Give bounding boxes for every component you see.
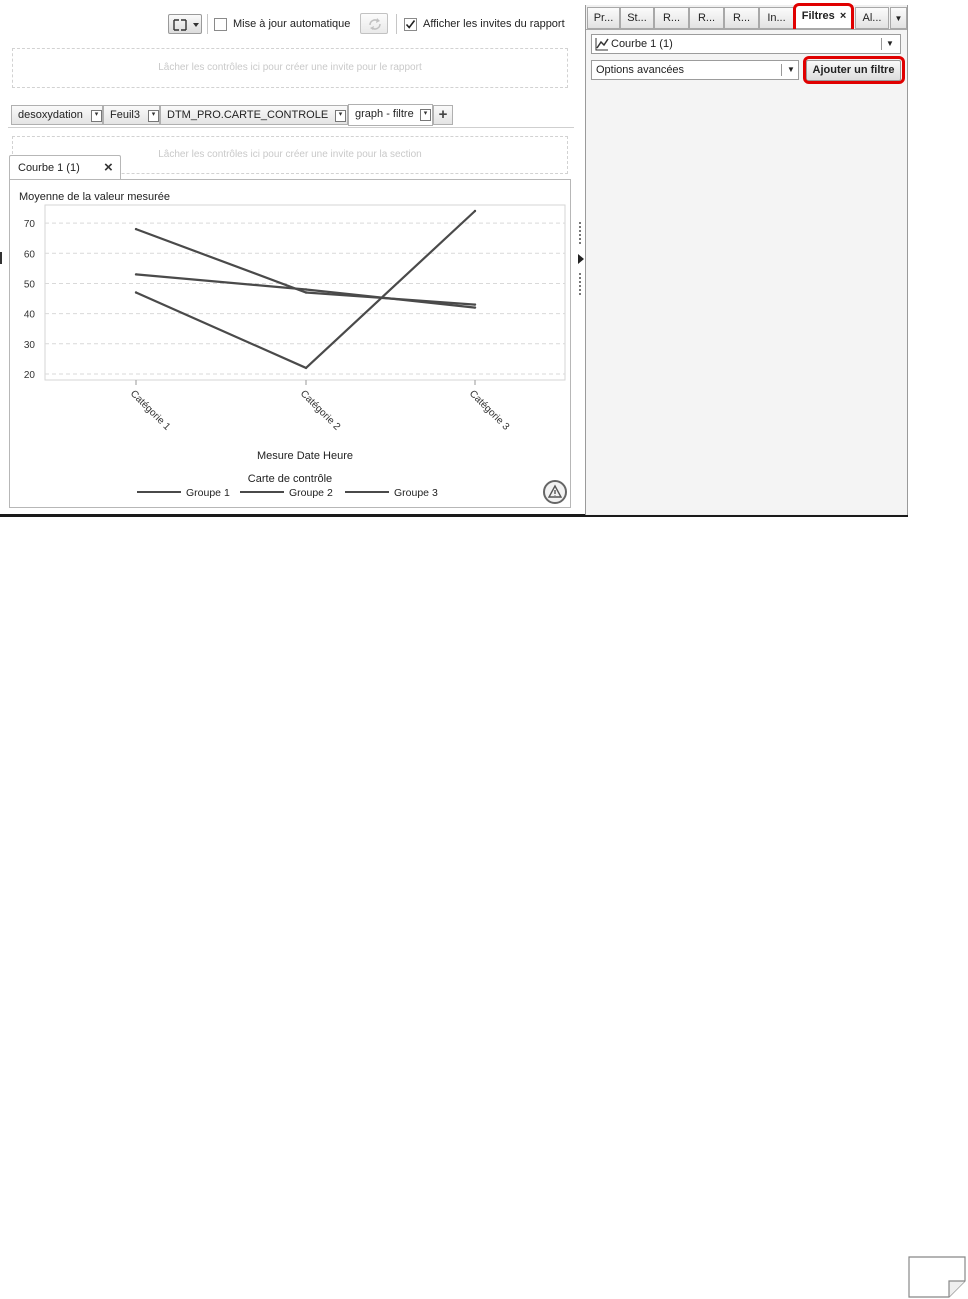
- expand-icon: [169, 15, 203, 35]
- expand-button[interactable]: [168, 14, 202, 34]
- chevron-down-icon[interactable]: ▾: [91, 110, 102, 122]
- x-tick-label: Catégorie 2: [297, 388, 343, 433]
- refresh-icon: [361, 14, 389, 35]
- panel-tab-r2[interactable]: R...: [689, 7, 724, 29]
- section-prompt-dropzone-text: Lâcher les contrôles ici pour créer une invite pour la section: [158, 149, 422, 160]
- refresh-button[interactable]: [360, 13, 388, 34]
- data-point: [474, 210, 476, 212]
- toolbar-separator: [396, 14, 397, 34]
- y-tick-label: 30: [23, 339, 35, 351]
- report-prompt-dropzone[interactable]: [12, 48, 568, 88]
- show-prompts-label: Afficher les invites du rapport: [423, 18, 565, 30]
- chart-panel: [9, 179, 571, 508]
- x-tick-label: Catégorie 1: [127, 388, 173, 433]
- add-sheet-button[interactable]: +: [433, 105, 453, 125]
- advanced-options-value: Options avancées: [596, 64, 685, 76]
- warning-button[interactable]: [543, 480, 567, 504]
- y-tick-label: 60: [23, 249, 35, 261]
- y-tick-label: 20: [23, 369, 35, 381]
- panel-tab-filtres-label: Filtres: [801, 10, 835, 22]
- close-icon[interactable]: ×: [104, 159, 113, 176]
- left-edge-marker: [0, 252, 2, 264]
- x-tick-label: Catégorie 3: [466, 388, 512, 433]
- line-chart-icon: [595, 37, 609, 51]
- y-tick-label: 40: [23, 309, 35, 321]
- close-icon[interactable]: ×: [839, 10, 847, 22]
- sheet-divider: [8, 127, 574, 128]
- chevron-down-icon[interactable]: ▾: [420, 109, 431, 121]
- legend-title: Carte de contrôle: [247, 473, 333, 485]
- sheet-tab-label: DTM_PRO.CARTE_CONTROLE: [167, 109, 329, 121]
- collapse-arrow-icon[interactable]: [577, 253, 585, 265]
- check-icon: [404, 18, 417, 31]
- panel-content: [586, 29, 907, 514]
- panel-tab-interactions[interactable]: In...: [759, 7, 794, 29]
- data-point: [305, 291, 307, 293]
- chevron-down-icon[interactable]: ▼: [886, 39, 894, 48]
- splitter-grip-top[interactable]: [579, 222, 581, 244]
- data-point: [474, 303, 476, 305]
- data-point: [474, 306, 476, 308]
- data-point: [135, 291, 137, 293]
- sheet-tab-label: Feuil3: [110, 109, 140, 121]
- chevron-down-icon: ▼: [894, 14, 903, 23]
- data-point: [305, 367, 307, 369]
- panel-tab-alerts[interactable]: Al...: [855, 7, 889, 29]
- data-point: [135, 228, 137, 230]
- sheet-tab-feuil3[interactable]: [103, 105, 160, 125]
- object-select-value: Courbe 1 (1): [611, 38, 673, 50]
- page-curl-icon: [907, 1255, 967, 1299]
- select-divider: [881, 38, 882, 50]
- sheet-tab-label: desoxydation: [18, 109, 83, 121]
- legend-label: Groupe 2: [289, 487, 333, 499]
- sheet-tab-desoxydation[interactable]: [11, 105, 103, 125]
- section-tab-label: Courbe 1 (1): [18, 162, 80, 174]
- auto-update-checkbox[interactable]: [214, 18, 227, 31]
- object-select[interactable]: [591, 34, 901, 54]
- panel-tab-overflow[interactable]: [890, 7, 907, 29]
- toolbar-separator: [207, 14, 208, 34]
- chart-title: Moyenne de la valeur mesurée: [19, 191, 171, 203]
- chevron-down-icon[interactable]: ▾: [335, 110, 346, 122]
- y-tick-label: 50: [23, 279, 35, 291]
- y-tick-label: 70: [23, 219, 35, 231]
- legend-label: Groupe 1: [186, 487, 230, 499]
- show-prompts-checkbox[interactable]: [404, 18, 417, 31]
- sheet-tab-label: graph - filtre: [355, 108, 414, 120]
- warning-icon: [545, 482, 565, 502]
- add-filter-highlight: [803, 56, 905, 84]
- sheet-tab-dtm-pro[interactable]: [160, 105, 348, 125]
- panel-tab-properties[interactable]: Pr...: [587, 7, 620, 29]
- section-tab[interactable]: [9, 155, 121, 180]
- x-axis-label: Mesure Date Heure: [257, 450, 353, 462]
- auto-update-label: Mise à jour automatique: [233, 18, 351, 30]
- sheet-tab-graph-filtre[interactable]: [348, 104, 433, 126]
- line-chart: [10, 180, 570, 507]
- legend-label: Groupe 3: [394, 487, 438, 499]
- splitter-grip-bottom[interactable]: [579, 273, 581, 295]
- panel-tab-r3[interactable]: R...: [724, 7, 759, 29]
- select-divider: [781, 64, 782, 76]
- add-filter-button[interactable]: Ajouter un filtre: [806, 60, 901, 81]
- panel-tab-r1[interactable]: R...: [654, 7, 689, 29]
- data-point: [135, 273, 137, 275]
- chevron-down-icon[interactable]: ▾: [148, 110, 159, 122]
- report-prompt-dropzone-text: Lâcher les contrôles ici pour créer une invite pour le rapport: [158, 62, 422, 73]
- panel-tab-styles[interactable]: St...: [620, 7, 654, 29]
- advanced-options-select[interactable]: [591, 60, 799, 80]
- data-point: [305, 288, 307, 290]
- chevron-down-icon[interactable]: ▼: [787, 65, 795, 74]
